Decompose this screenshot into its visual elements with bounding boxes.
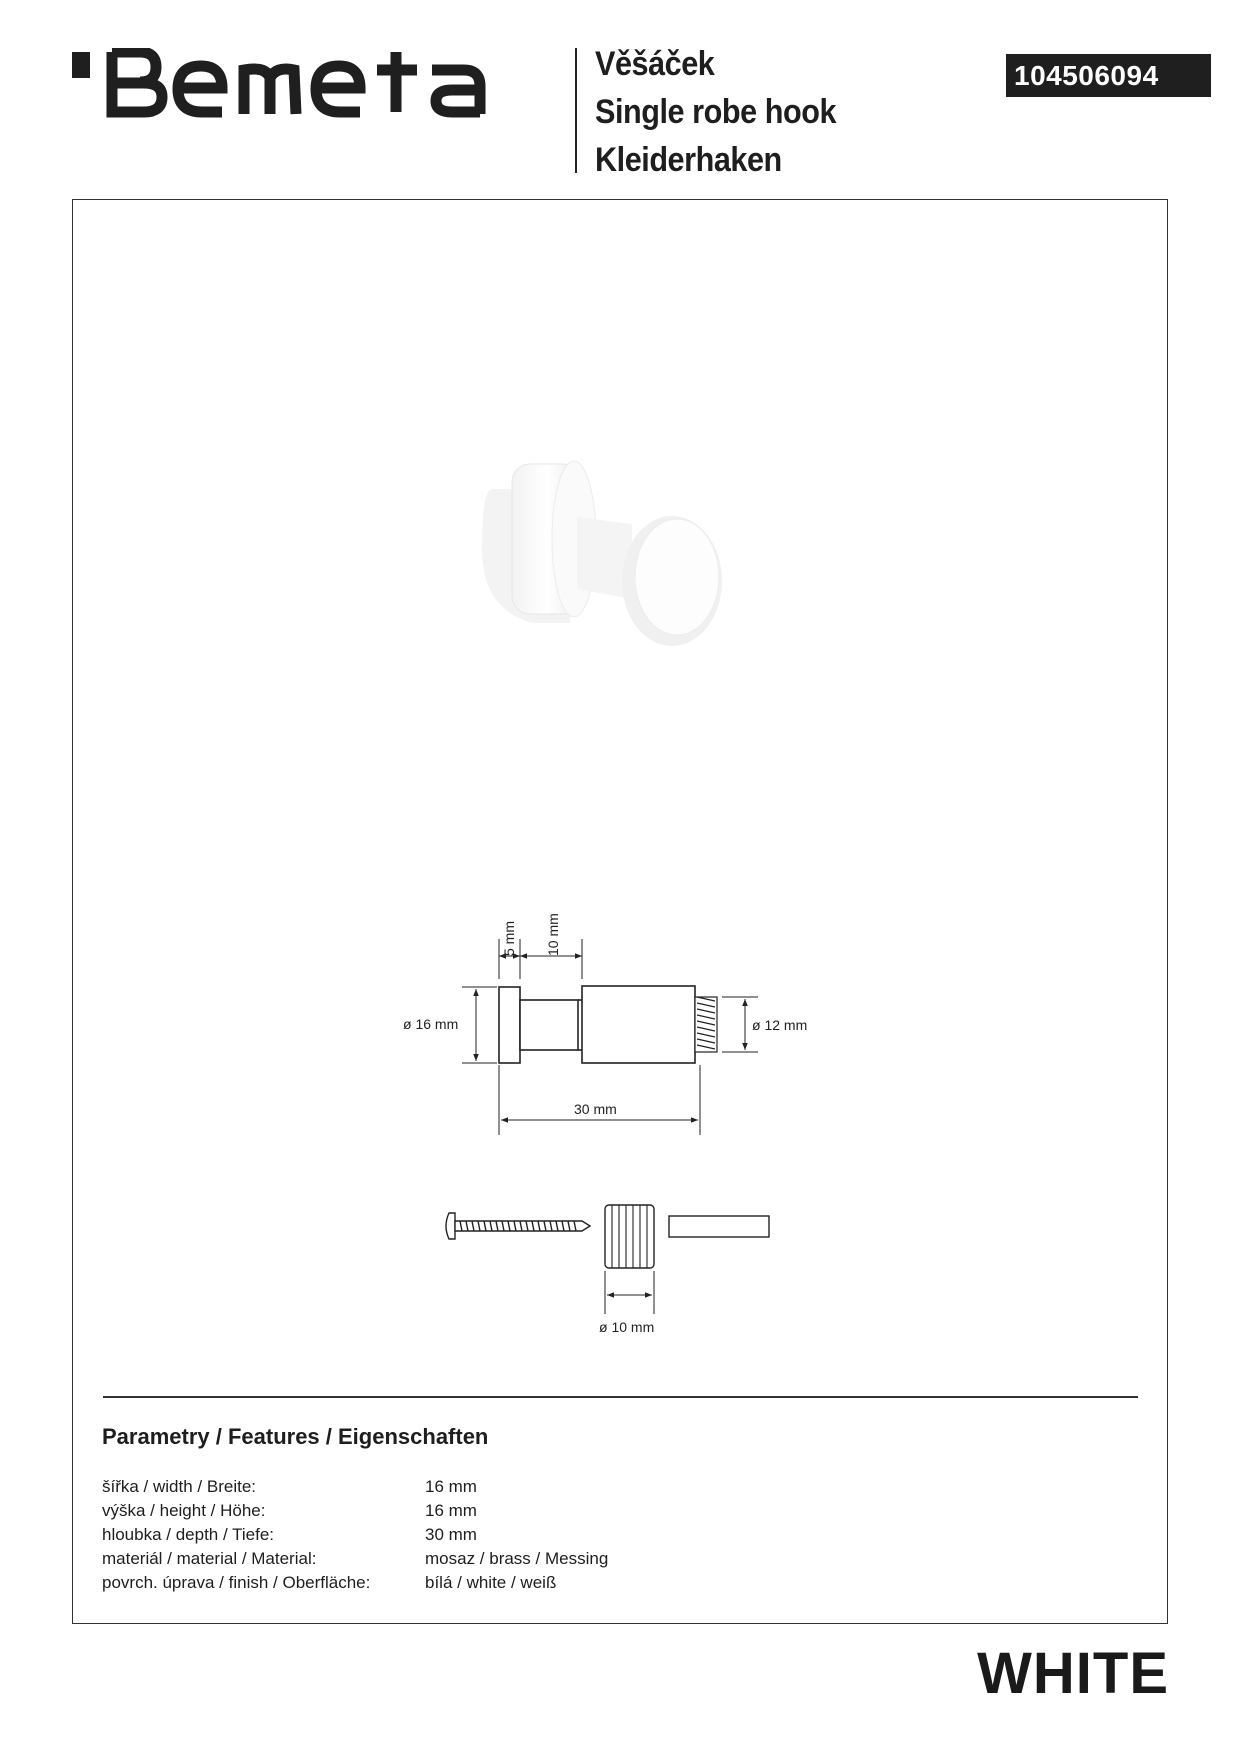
feature-label: hloubka / depth / Tiefe: (102, 1525, 275, 1544)
feature-label: výška / height / Höhe: (102, 1501, 266, 1520)
hook-head (499, 987, 520, 1063)
feature-row-height (102, 1499, 608, 1523)
feature-label: šířka / width / Breite: (102, 1477, 256, 1496)
header-divider (575, 48, 577, 173)
finish-label: WHITE (977, 1641, 1169, 1706)
dim-head-thickness: 5 mm (501, 921, 517, 956)
feature-value: bílá / white / weiß (425, 1573, 557, 1592)
features-table (102, 1475, 608, 1595)
feature-value: 30 mm (425, 1525, 477, 1544)
feature-value: mosaz / brass / Messing (425, 1549, 609, 1568)
hook-body (582, 986, 695, 1063)
plug-rod (669, 1216, 769, 1237)
product-drawings (72, 199, 1168, 1399)
feature-row-material (102, 1547, 608, 1571)
feature-row-finish (102, 1571, 608, 1595)
dim-thread-diameter: ø 12 mm (752, 1017, 808, 1033)
hook-thread (695, 997, 717, 1052)
feature-row-width (102, 1475, 608, 1499)
feature-value: 16 mm (425, 1501, 477, 1520)
hook-neck (520, 1000, 578, 1050)
dim-head-diameter: ø 16 mm (403, 1016, 459, 1032)
feature-row-depth (102, 1523, 608, 1547)
features-heading: Parametry / Features / Eigenschaften (102, 1424, 489, 1449)
bemeta-logo (72, 48, 492, 120)
feature-label: materiál / material / Material: (102, 1549, 317, 1568)
product-photo (482, 461, 722, 646)
title-english: Single robe hook (595, 93, 837, 131)
dim-dowel-diameter: ø 10 mm (599, 1319, 655, 1335)
title-czech: Věšáček (595, 45, 715, 83)
product-code: 104506094 (1006, 54, 1211, 97)
dim-neck-length: 10 mm (545, 913, 561, 956)
feature-label: povrch. úprava / finish / Oberfläche: (102, 1573, 371, 1592)
technical-drawing (499, 986, 717, 1063)
screw (446, 1213, 590, 1239)
wall-dowel (605, 1205, 654, 1268)
dim-total-length: 30 mm (574, 1101, 617, 1117)
section-divider (103, 1396, 1138, 1398)
product-titles (595, 40, 863, 184)
title-german: Kleiderhaken (595, 141, 782, 179)
feature-value: 16 mm (425, 1477, 477, 1496)
